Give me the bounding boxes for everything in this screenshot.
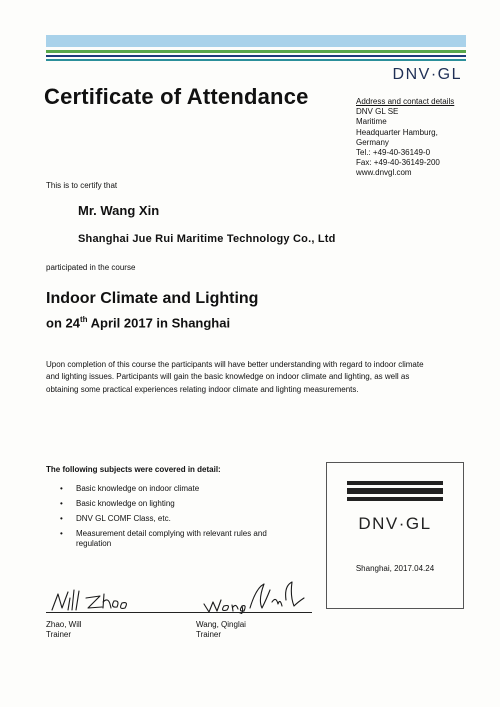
address-line: DNV GL SE <box>356 107 399 117</box>
course-date-ordinal: th <box>79 315 88 324</box>
stamp-logo-bars <box>347 481 443 501</box>
certify-intro: This is to certify that <box>46 181 118 190</box>
stamp-place-date: Shanghai, 2017.04.24 <box>355 564 435 573</box>
stamp-logo-text: DNV·GL <box>358 514 432 533</box>
attendee-name: Mr. Wang Xin <box>78 203 160 218</box>
course-date-prefix: on 24 <box>46 315 80 331</box>
address-block <box>356 97 454 179</box>
trainer-role: Trainer <box>196 630 222 639</box>
signature-line <box>46 612 312 613</box>
subject-item: • Basic knowledge on lighting <box>58 499 288 509</box>
course-date-suffix: April 2017 in Shanghai <box>87 315 231 331</box>
header-stripe-green <box>46 50 466 53</box>
header-stripes <box>46 35 466 61</box>
address-fax: Fax: +49-40-36149-200 <box>356 158 440 168</box>
subject-item: • Basic knowledge on indoor climate <box>58 484 288 494</box>
signature-will-zhao <box>48 588 138 614</box>
trainer-name: Wang, Qinglai <box>196 620 246 629</box>
brand-logo-text: DNV·GL <box>392 66 462 83</box>
header-stripe-light-blue <box>46 35 466 47</box>
trainer-role: Trainer <box>46 630 72 639</box>
subjects-list <box>58 484 288 554</box>
certificate-title: Certificate of Attendance <box>44 84 309 109</box>
attendee-company: Shanghai Jue Rui Maritime Technology Co., Ltd <box>78 233 336 245</box>
address-line: Maritime <box>356 117 387 127</box>
header-stripe-teal <box>46 59 466 61</box>
address-line: Germany <box>356 137 389 147</box>
header-stripe-navy <box>46 55 466 57</box>
trainer-block-2 <box>196 620 246 640</box>
trainer-block-1 <box>46 620 82 640</box>
company-stamp <box>326 462 464 609</box>
address-line: Headquarter Hamburg, <box>356 127 438 137</box>
subject-item: • Measurement detail complying with relevant rules and regulation <box>58 529 288 549</box>
participated-text: participated in the course <box>46 263 136 272</box>
trainer-name: Zhao, Will <box>46 620 82 629</box>
address-website: www.dnvgl.com <box>356 168 412 178</box>
subject-item: • DNV GL COMF Class, etc. <box>58 514 288 524</box>
course-description: Upon completion of this course the participants will have better understanding with regard to indoor climate and lighting issues. Participants will gain the basic knowledge on indoor climate and lighting, as well as obtaining some practical experiences relating indoor climate and lighting measurements. <box>46 360 424 394</box>
address-phone: Tel.: +49-40-36149-0 <box>356 148 431 158</box>
signature-wang-qinglai <box>200 578 310 614</box>
address-heading: Address and contact details <box>356 97 455 106</box>
course-title: Indoor Climate and Lighting <box>46 290 259 307</box>
course-date <box>46 315 230 330</box>
subjects-heading: The following subjects were covered in detail: <box>46 465 221 474</box>
